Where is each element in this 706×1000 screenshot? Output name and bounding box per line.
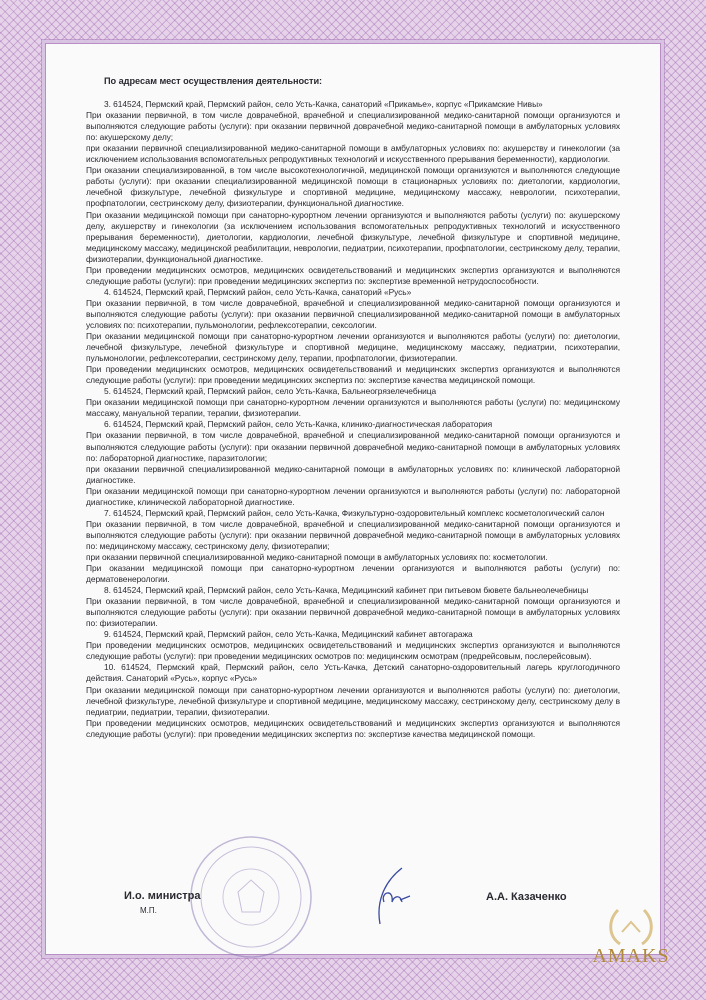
- service-paragraph: При оказании медицинской помощи при санаторно-курортном лечении организуются и выполняются работы (услуги) по: лабораторной диагностике, клинической лабораторной диагностике.: [86, 485, 620, 507]
- seal-place-label: М.П.: [140, 906, 157, 915]
- amaks-laurel-icon: [578, 900, 684, 980]
- address-paragraph: 8. 614524, Пермский край, Пермский район, село Усть-Качка, Медицинский кабинет при питьевом бювете бальнеолечебницы: [104, 585, 589, 596]
- amaks-watermark: AMAKS: [592, 945, 670, 967]
- service-paragraph: При оказании специализированной, в том числе высокотехнологичной, медицинской помощи организуются и выполняются следующие работы (услуги): при оказании специализированной медицинской помощи в стационарных условиях по: диетологии, кардиологии, лечебной физкультуре, лечебной физкультуре и спортивной медицине, медицинскому массажу, неврологии, психотерапии, профпатологии, сестринскому делу, физиотерапии, функциональной диагностике.: [86, 165, 620, 209]
- service-paragraph: При оказании медицинской помощи при санаторно-курортном лечении организуются и выполняются работы (услуги) по: акушерскому делу, акушерству и гинекологии (за исключением использования вспомогательных репродуктивных технологий и искусственного прерывания беременности), диетологии, кардиологии, лечебной физкультуре, лечебной физкультуре и спортивной медицине, медицинскому массажу, медицинской реабилитации, неврологии, педиатрии, психотерапии, профпатологии, сестринскому делу, терапии, физиотерапии, функциональной диагностике.: [86, 209, 620, 264]
- service-paragraph: При оказании первичной, в том числе доврачебной, врачебной и специализированной медико-санитарной помощи организуются и выполняются следующие работы (услуги): при оказании первичной специализированной медико-санитарной помощи в амбулаторных условиях по: психотерапии, пульмонологии, рефлексотерапии, сексологии.: [86, 297, 620, 330]
- document-body: [86, 76, 620, 740]
- address-paragraph: 4. 614524, Пермский край, Пермский район, село Усть-Качка, санаторий «Русь»: [104, 286, 412, 297]
- service-paragraph: При проведении медицинских осмотров, медицинских освидетельствований и медицинских экспертиз организуются и выполняются следующие работы (услуги): при проведении медицинских осмотров по: медицинским осмотрам (предрейсовым, послерейсовым).: [86, 640, 620, 662]
- handwritten-signature: [350, 862, 430, 932]
- service-paragraph: При оказании первичной, в том числе доврачебной, врачебной и специализированной медико-санитарной помощи организуются и выполняются следующие работы (услуги): при оказании первичной доврачебной медико-санитарной помощи в амбулаторных условиях по: лабораторной диагностике, паразитологии;: [86, 430, 620, 463]
- address-paragraph: 6. 614524, Пермский край, Пермский район, село Усть-Качка, клинико-диагностическая лаборатория: [104, 419, 493, 430]
- service-paragraph: При оказании медицинской помощи при санаторно-курортном лечении организуются и выполняются работы (услуги) по: медицинскому массажу, мануальной терапии, терапии, физиотерапии.: [86, 397, 620, 419]
- service-paragraph: При оказании первичной, в том числе доврачебной, врачебной и специализированной медико-санитарной помощи организуются и выполняются следующие работы (услуги): при оказании первичной доврачебной медико-санитарной помощи в амбулаторных условиях по: акушерскому делу;: [86, 110, 620, 143]
- service-paragraph: При оказании медицинской помощи при санаторно-курортном лечении организуются и выполняются работы (услуги) по: дерматовенерологии.: [86, 563, 620, 585]
- signatory-name: А.А. Казаченко: [486, 891, 567, 903]
- service-paragraph: При проведении медицинских осмотров, медицинских освидетельствований и медицинских экспертиз организуются и выполняются следующие работы (услуги): при проведении медицинских экспертиз по: экспертизе качества медицинской помощи.: [86, 717, 620, 739]
- service-paragraph: при оказании первичной специализированной медико-санитарной помощи в амбулаторных условиях по: клинической лабораторной диагностике.: [86, 463, 620, 485]
- service-paragraph: При оказании первичной, в том числе доврачебной, врачебной и специализированной медико-санитарной помощи организуются и выполняются следующие работы (услуги): при оказании первичной доврачебной медико-санитарной помощи в амбулаторных условиях по: медицинскому массажу, сестринскому делу, физиотерапии;: [86, 518, 620, 551]
- address-paragraph: 10. 614524, Пермский край, Пермский район, село Усть-Качка, Детский санаторно-оздоровительный лагерь круглогодичного действия. Санаторий «Русь», корпус «Русь»: [86, 662, 620, 684]
- service-paragraph: При оказании первичной, в том числе доврачебной, врачебной и специализированной медико-санитарной помощи организуются и выполняются следующие работы (услуги): при оказании первичной доврачебной медико-санитарной помощи в амбулаторных условиях по: физиотерапии.: [86, 596, 620, 629]
- service-paragraph: При оказании медицинской помощи при санаторно-курортном лечении организуются и выполняются работы (услуги) по: диетологии, лечебной физкультуре, лечебной физкультуре и спортивной медицине, медицинскому массажу, педиатрии, психотерапии, пульмонологии, рефлексотерапии, сестринскому делу, терапии, профпатологии, физиотерапии.: [86, 331, 620, 364]
- official-seal: [186, 832, 316, 962]
- paragraph-list: [86, 99, 620, 740]
- service-paragraph: При оказании медицинской помощи при санаторно-курортном лечении организуются и выполняются работы (услуги) по: диетологии, лечебной физкультуре, лечебной физкультуре и спортивной медицине, медицинскому массажу, сестринскому делу, сестринскому делу в педиатрии, педиатрии, терапии, физиотерапии.: [86, 684, 620, 717]
- service-paragraph: При проведении медицинских осмотров, медицинских освидетельствований и медицинских экспертиз организуются и выполняются следующие работы (услуги): при проведении медицинских экспертиз по: экспертизе качества медицинской помощи.: [86, 364, 620, 386]
- address-paragraph: 3. 614524, Пермский край, Пермский район, село Усть-Качка, санаторий «Прикамье», корпус «Прикамские Нивы»: [104, 99, 543, 110]
- service-paragraph: При проведении медицинских осмотров, медицинских освидетельствований и медицинских экспертиз организуются и выполняются следующие работы (услуги): при проведении медицинских экспертиз по: экспертизе временной нетрудоспособности.: [86, 264, 620, 286]
- signatory-title: И.о. министра: [124, 890, 201, 902]
- address-paragraph: 7. 614524, Пермский край, Пермский район, село Усть-Качка, Физкультурно-оздоровительный комплекс косметологический салон: [104, 507, 605, 518]
- service-paragraph: при оказании первичной специализированной медико-санитарной помощи в амбулаторных условиях по: косметологии.: [86, 551, 548, 562]
- section-heading: По адресам мест осуществления деятельности:: [104, 76, 323, 86]
- address-paragraph: 5. 614524, Пермский край, Пермский район, село Усть-Качка, Бальнеогрязелечебница: [104, 386, 437, 397]
- service-paragraph: при оказании первичной специализированной медико-санитарной помощи в амбулаторных условиях по: акушерству и гинекологии (за исключением использования вспомогательных репродуктивных технологий и искусственного прерывания беременности), кардиологии.: [86, 143, 620, 165]
- address-paragraph: 9. 614524, Пермский край, Пермский район, село Усть-Качка, Медицинский кабинет автогаража: [104, 629, 473, 640]
